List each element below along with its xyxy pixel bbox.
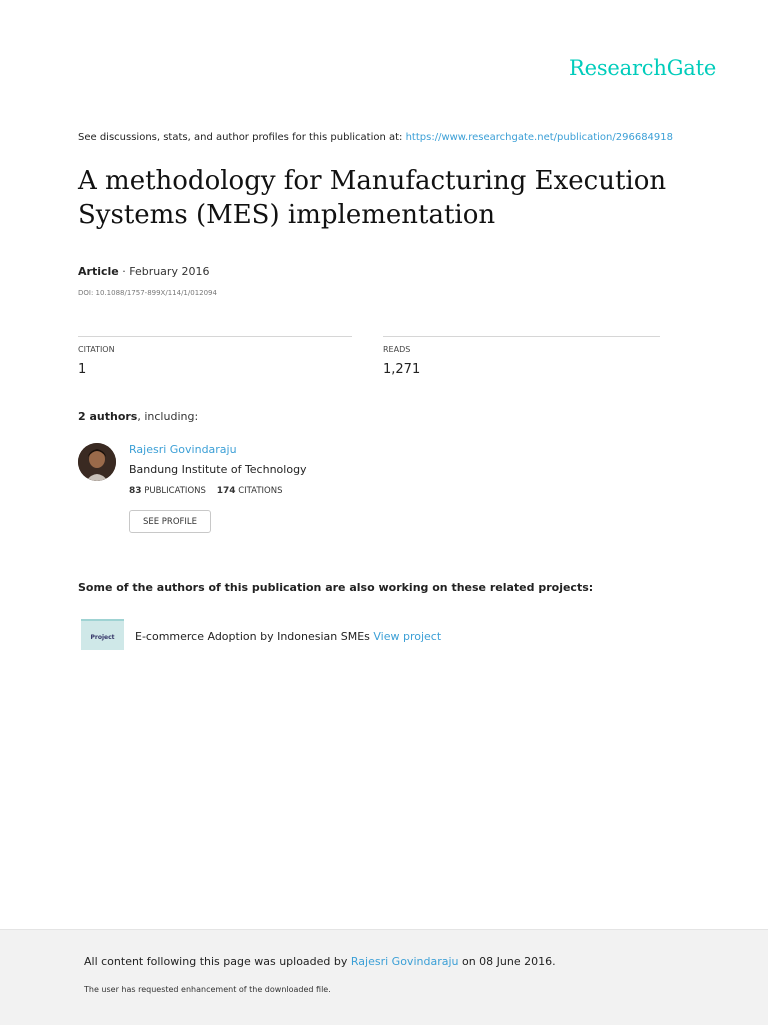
authors-including: , including:: [137, 410, 199, 423]
discussion-notice: [78, 132, 673, 143]
author-publications-count: 83: [129, 486, 142, 496]
citation-divider: [78, 336, 352, 337]
author-institution: Bandung Institute of Technology: [129, 463, 307, 476]
researchgate-logo[interactable]: ResearchGate: [569, 56, 717, 80]
reads-divider: [383, 336, 660, 337]
author-citations-label: CITATIONS: [238, 486, 283, 496]
related-projects-heading: Some of the authors of this publication are also working on these related projects:: [78, 581, 594, 594]
uploader-link[interactable]: Rajesri Govindaraju: [350, 955, 459, 968]
author-name-link[interactable]: Rajesri Govindaraju: [129, 443, 237, 456]
enhancement-note: The user has requested enhancement of the downloaded file.: [84, 985, 331, 994]
authors-count: 2 authors: [78, 410, 138, 423]
see-profile-button[interactable]: SEE PROFILE: [129, 510, 211, 533]
upload-prefix: All content following this page was uploaded by: [84, 955, 348, 968]
author-stats: [129, 486, 282, 496]
article-meta: [78, 265, 209, 278]
author-avatar[interactable]: [78, 443, 116, 481]
doi: DOI: 10.1088/1757-899X/114/1/012094: [78, 289, 217, 297]
publication-title: A methodology for Manufacturing Execution Systems (MES) implementation: [78, 166, 667, 230]
citation-value: 1: [78, 362, 87, 377]
project-badge[interactable]: Project: [81, 619, 124, 650]
authors-heading: [78, 410, 198, 423]
project-item: [135, 630, 441, 643]
reads-value: 1,271: [383, 362, 421, 377]
discussion-prefix: See discussions, stats, and author profiles for this publication at:: [78, 132, 403, 143]
reads-label: READS: [383, 345, 411, 354]
project-name: E-commerce Adoption by Indonesian SMEs: [135, 630, 370, 643]
citation-label: CITATION: [78, 345, 115, 354]
article-type: Article: [78, 265, 119, 278]
article-date: · February 2016: [122, 265, 210, 278]
publication-url-link[interactable]: https://www.researchgate.net/publication/296684918: [405, 132, 674, 143]
author-citations-count: 174: [216, 486, 236, 496]
author-publications-label: PUBLICATIONS: [144, 486, 206, 496]
upload-notice: [84, 955, 556, 968]
upload-suffix: on 08 June 2016.: [461, 955, 556, 968]
view-project-link[interactable]: View project: [373, 630, 442, 643]
person-photo-icon: [78, 443, 116, 481]
footer: [0, 929, 768, 1025]
